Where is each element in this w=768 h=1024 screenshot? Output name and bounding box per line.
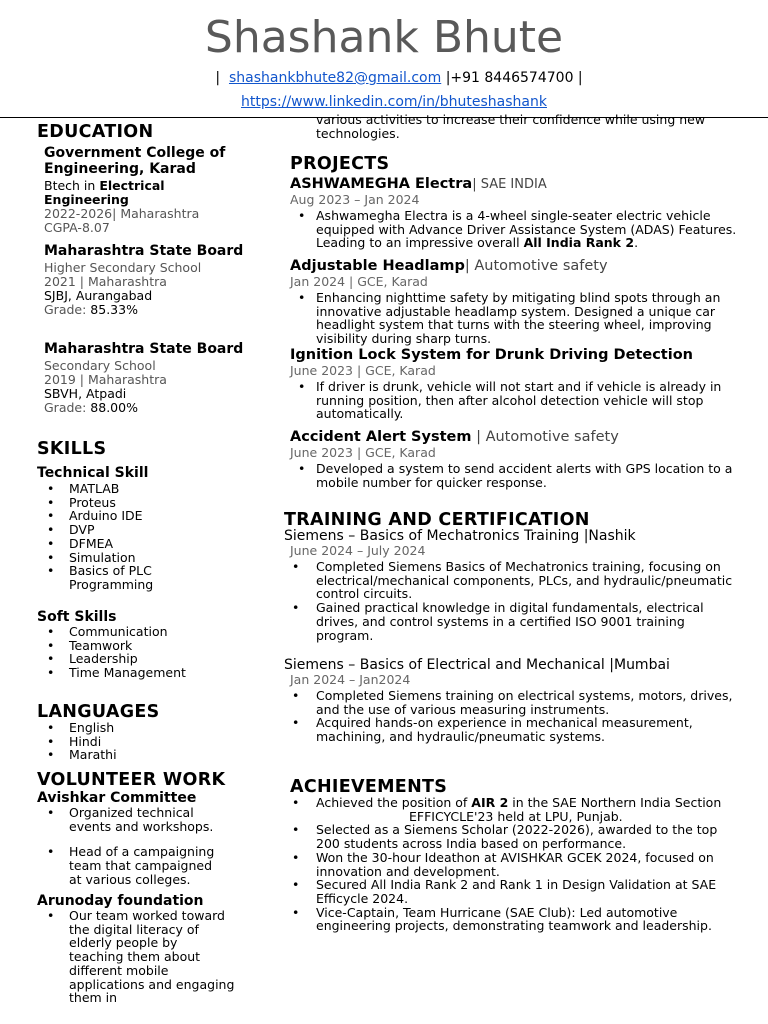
education-dates: 2022-2026| Maharashtra: [44, 206, 200, 221]
list-item: • Vice-Captain, Team Hurricane (SAE Club): Led automotive engineering projects, demonstrating teamwork and leadership.: [284, 906, 740, 933]
list-item: • Won the 30-hour Ideathon at AVISHKAR GCEK 2024, focused on innovation and development.: [284, 851, 740, 878]
list-item: • Achieved the position of AIR 2 in the SAE Northern India Section EFFICYCLE'23 held at LPU, Punjab.: [284, 796, 740, 823]
volunteer-org: Arunoday foundation: [37, 893, 204, 909]
contact-line: [0, 69, 768, 87]
resume-name: Shashank Bhute: [204, 12, 564, 63]
training-date: Jan 2024 – Jan2024: [290, 672, 411, 687]
education-grade: Grade: 85.33%: [44, 302, 138, 317]
project-date: June 2023 | GCE, Karad: [290, 363, 436, 378]
list-item: • Developed a system to send accident alerts with GPS location to a mobile number for quicker response.: [290, 462, 740, 489]
list-item: • Our team worked toward the digital literacy of elderly people by teaching them about different mobile applications and engaging them in: [37, 909, 235, 1005]
list-item: • Enhancing nighttime safety by mitigating blind spots through an innovative adjustable headlamp system. Designed a unique car headlight system that turns with the steering wheel, improving visibility during sharp turns.: [290, 291, 740, 346]
linkedin-link[interactable]: https://www.linkedin.com/in/bhuteshashank: [241, 94, 547, 110]
education-dates: 2021 | Maharashtra: [44, 274, 167, 289]
email-link[interactable]: shashankbhute82@gmail.com: [228, 70, 442, 86]
list-item: • Organized technical events and workshops.: [37, 806, 227, 833]
project-date: June 2023 | GCE, Karad: [290, 445, 436, 460]
education-item: [44, 145, 244, 235]
skills-heading: SKILLS: [37, 439, 107, 459]
project-title: Accident Alert System | Automotive safety: [290, 429, 619, 445]
list-item: • Arduino IDE: [37, 509, 217, 523]
achievements-heading: ACHIEVEMENTS: [290, 777, 448, 797]
project-date: Jan 2024 | GCE, Karad: [290, 274, 428, 289]
project-title: Ignition Lock System for Drunk Driving Detection: [290, 347, 693, 363]
education-dates: 2019 | Maharashtra: [44, 372, 167, 387]
training-item: [284, 528, 740, 642]
institution-name: Maharashtra State Board: [44, 341, 244, 357]
soft-skills-title: Soft Skills: [37, 609, 117, 625]
institution-name: Maharashtra State Board: [44, 243, 244, 259]
education-heading: EDUCATION: [37, 122, 154, 142]
training-title: Siemens – Basics of Electrical and Mechanical |Mumbai: [284, 657, 670, 673]
list-item: • Simulation: [37, 551, 217, 565]
project-title: Adjustable Headlamp| Automotive safety: [290, 258, 608, 274]
project-item: [290, 347, 740, 421]
list-item: • DVP: [37, 523, 217, 537]
training-bullets: [284, 560, 740, 642]
training-heading: TRAINING AND CERTIFICATION: [284, 510, 590, 530]
institution-name: Government College of Engineering, Karad: [44, 145, 226, 177]
volunteer-list: [37, 806, 227, 887]
project-title: ASHWAMEGHA Electra| SAE INDIA: [290, 176, 547, 192]
project-item: [290, 176, 740, 250]
list-item: • Completed Siemens training on electrical systems, motors, drives, and the use of various measuring instruments.: [284, 689, 740, 716]
list-item: • Proteus: [37, 496, 217, 510]
list-item: • Communication: [37, 625, 237, 639]
list-item: • Selected as a Siemens Scholar (2022-2026), awarded to the top 200 students across India based on performance.: [284, 823, 740, 850]
education-item: [44, 243, 244, 317]
list-item: • If driver is drunk, vehicle will not start and if vehicle is already in running position, then after alcohol detection vehicle will stop automatically.: [290, 380, 740, 421]
projects-heading: PROJECTS: [290, 154, 390, 174]
education-level: Higher Secondary School: [44, 260, 202, 275]
languages-heading: LANGUAGES: [37, 702, 160, 722]
list-item: • Time Management: [37, 666, 237, 680]
list-item: • Head of a campaigning team that campaigned at various colleges.: [37, 845, 227, 886]
languages-list: [37, 721, 237, 762]
list-item: • Completed Siemens Basics of Mechatronics training, focusing on electrical/mechanical components, PLCs, and hydraulic/pneumatic control circuits.: [284, 560, 740, 601]
education-item: [44, 341, 244, 415]
list-item: • Secured All India Rank 2 and Rank 1 in Design Validation at SAE Efficycle 2024.: [284, 878, 740, 905]
project-bullets: [290, 462, 740, 489]
list-item: • MATLAB: [37, 482, 217, 496]
volunteer-heading: VOLUNTEER WORK: [37, 770, 226, 790]
project-bullets: [290, 209, 740, 250]
project-bullets: [290, 380, 740, 421]
list-item: • Hindi: [37, 735, 237, 749]
school-name: SJBJ, Aurangabad: [44, 288, 153, 303]
training-item: [284, 657, 740, 744]
separator: |: [215, 70, 221, 86]
list-item: • Teamwork: [37, 639, 237, 653]
project-item: [290, 258, 740, 346]
training-title: Siemens – Basics of Mechatronics Training |Nashik: [284, 528, 636, 544]
list-item: • DFMEA: [37, 537, 217, 551]
training-bullets: [284, 689, 740, 744]
list-item: • Acquired hands-on experience in mechanical measurement, machining, and hydraulic/pneumatic systems.: [284, 716, 740, 743]
list-item: • English: [37, 721, 237, 735]
degree: Btech in Electrical Engineering: [44, 178, 165, 207]
volunteer-list: [37, 909, 235, 1005]
phone-number: |+91 8446574700 |: [445, 70, 583, 86]
project-date: Aug 2023 – Jan 2024: [290, 192, 420, 207]
achievements-list: [284, 796, 740, 933]
project-item: [290, 429, 740, 489]
linkedin-line: [0, 93, 768, 111]
volunteer-org: Avishkar Committee: [37, 790, 197, 806]
list-item: • Leadership: [37, 652, 237, 666]
education-level: Secondary School: [44, 358, 156, 373]
school-name: SBVH, Atpadi: [44, 386, 127, 401]
technical-skills-list: [37, 482, 217, 592]
education-grade: Grade: 88.00%: [44, 400, 138, 415]
list-item: • Basics of PLC Programming: [37, 564, 179, 591]
list-item: • Marathi: [37, 748, 237, 762]
soft-skills-list: [37, 625, 237, 680]
technical-skills-title: Technical Skill: [37, 465, 149, 481]
training-date: June 2024 – July 2024: [290, 543, 426, 558]
list-item: • Ashwamegha Electra is a 4-wheel single-seater electric vehicle equipped with Advance Driver Assistance System (ADAS) Features. Leading to an impressive overall All India Rank 2.: [290, 209, 740, 250]
list-item: • Gained practical knowledge in digital fundamentals, electrical drives, and control systems in a certified ISO 9001 training program.: [284, 601, 740, 642]
project-bullets: [290, 291, 740, 346]
education-score: CGPA-8.07: [44, 220, 110, 235]
overflow-text: various activities to increase their confidence while using new technologies.: [316, 112, 706, 141]
